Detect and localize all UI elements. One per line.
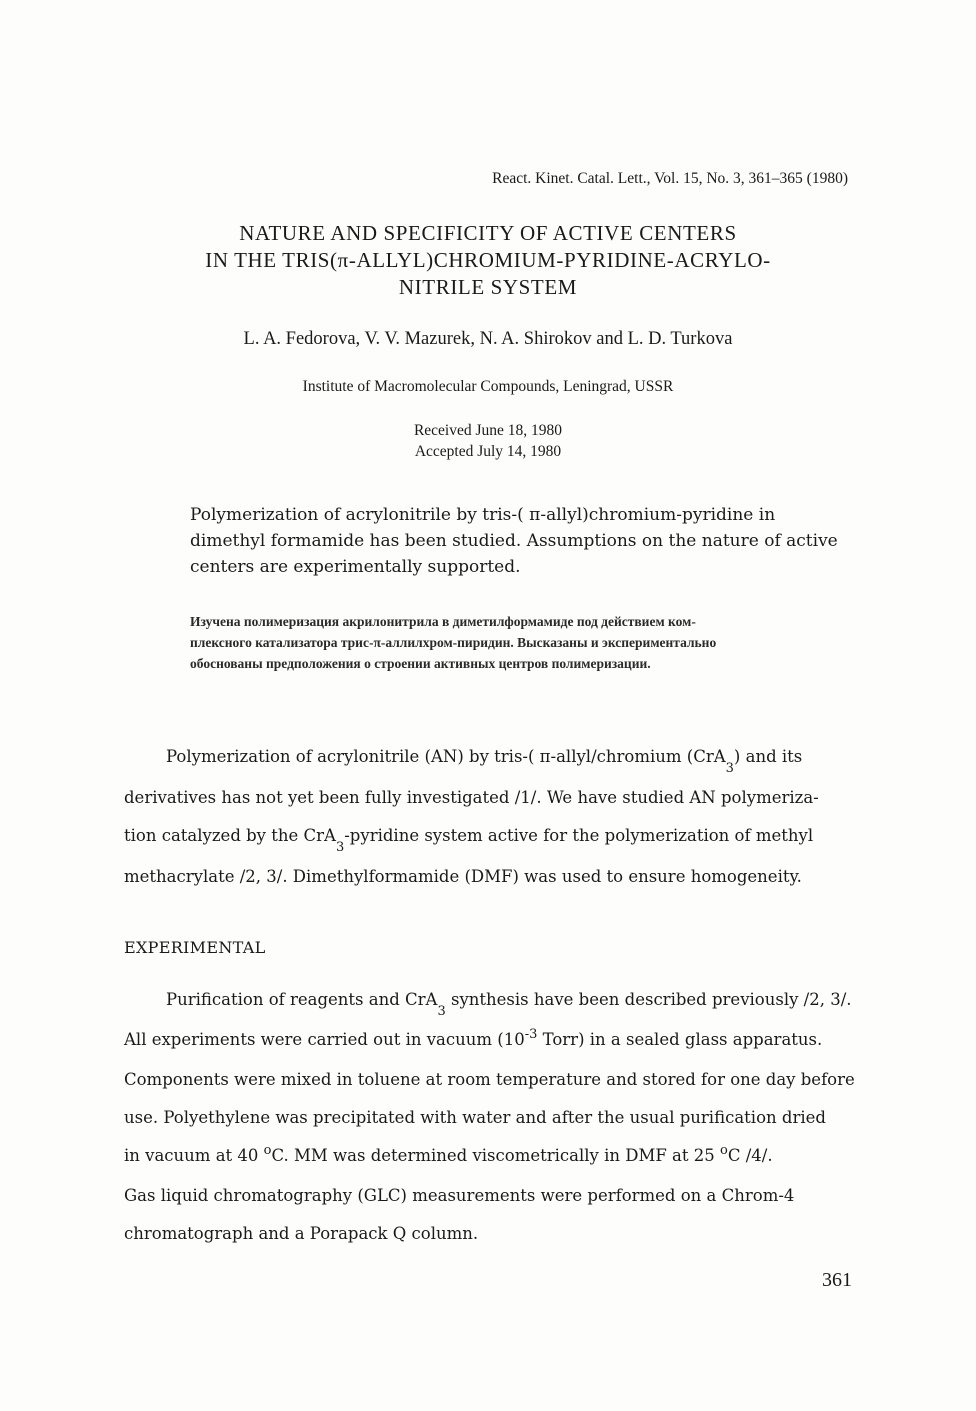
body-line [124, 1021, 864, 1061]
received-date: Received June 18, 1980 [413, 422, 563, 439]
text-run: All experiments were carried out in vacuum (10 [124, 1030, 525, 1049]
introduction-paragraph [124, 738, 864, 896]
text-run: ) and its [733, 747, 803, 766]
abstract-line: Изучена полимеризация акрилонитрила в диметилформамиде под действием ком- [190, 614, 696, 629]
body-line: Components were mixed in toluene at room temperature and stored for one day before [124, 1070, 855, 1089]
body-line [124, 738, 864, 779]
body-line: Gas liquid chromatography (GLC) measurements were performed on a Chrom-4 [124, 1186, 795, 1205]
abstract-line: Polymerization of acrylonitrile by tris-( π-allyl)chromium-pyridine in [190, 505, 776, 525]
paper-title [0, 220, 976, 301]
text-run: synthesis have been described previously /2, 3/. [445, 990, 852, 1009]
text-run: in vacuum at 40 [124, 1146, 264, 1165]
superscript: o [720, 1143, 728, 1158]
experimental-paragraph [124, 981, 864, 1253]
superscript: o [263, 1143, 272, 1158]
body-line [124, 817, 864, 858]
author-list: L. A. Fedorova, V. V. Mazurek, N. A. Shirokov and L. D. Turkova [243, 329, 733, 349]
text-run: Polymerization of acrylonitrile (AN) by tris-( π-allyl/chromium (CrA [166, 747, 726, 766]
text-run: tion catalyzed by the CrA [124, 826, 336, 845]
text-run: C. MM was determined viscometrically in DMF at 25 [271, 1146, 721, 1165]
text-run: C /4/. [727, 1146, 773, 1165]
text-run: Purification of reagents and CrA [166, 990, 438, 1009]
text-run: -pyridine system active for the polymerization of methyl [344, 826, 814, 845]
title-line: IN THE TRIS(π-ALLYL)CHROMIUM-PYRIDINE-ACRYLO- [205, 248, 771, 272]
subscript: 3 [335, 840, 345, 855]
body-line: chromatograph and a Porapack Q column. [124, 1224, 479, 1243]
body-line [124, 981, 864, 1021]
abstract-english [190, 502, 850, 580]
text-run: Torr) in a sealed glass apparatus. [537, 1030, 823, 1049]
abstract-line: плексного катализатора трис-π-аллилхром-пиридин. Высказаны и экспериментально [190, 635, 717, 650]
subscript: 3 [437, 1004, 446, 1019]
body-line: derivatives has not yet been fully investigated /1/. We have studied AN polymeriza- [124, 787, 819, 807]
page-number: 361 [822, 1269, 852, 1291]
title-line: NATURE AND SPECIFICITY OF ACTIVE CENTERS [239, 221, 737, 245]
abstract-line: dimethyl formamide has been studied. Assumptions on the nature of active [190, 531, 838, 551]
affiliation: Institute of Macromolecular Compounds, Leningrad, USSR [302, 378, 674, 395]
body-line: methacrylate /2, 3/. Dimethylformamide (DMF) was used to ensure homogeneity. [124, 866, 802, 886]
journal-reference: React. Kinet. Catal. Lett., Vol. 15, No. 3, 361–365 (1980) [492, 170, 848, 187]
body-line: use. Polyethylene was precipitated with water and after the usual purification dried [124, 1108, 826, 1127]
abstract-line: обоснованы предположения о строении активных центров полимеризации. [190, 656, 651, 671]
section-heading: EXPERIMENTAL [124, 938, 266, 957]
superscript: -3 [524, 1027, 538, 1042]
abstract-line: centers are experimentally supported. [190, 557, 521, 577]
accepted-date: Accepted July 14, 1980 [414, 443, 562, 460]
submission-dates [0, 420, 976, 462]
title-line: NITRILE SYSTEM [398, 275, 578, 299]
body-line [124, 1137, 864, 1177]
abstract-russian [190, 611, 870, 674]
subscript: 3 [725, 761, 734, 776]
